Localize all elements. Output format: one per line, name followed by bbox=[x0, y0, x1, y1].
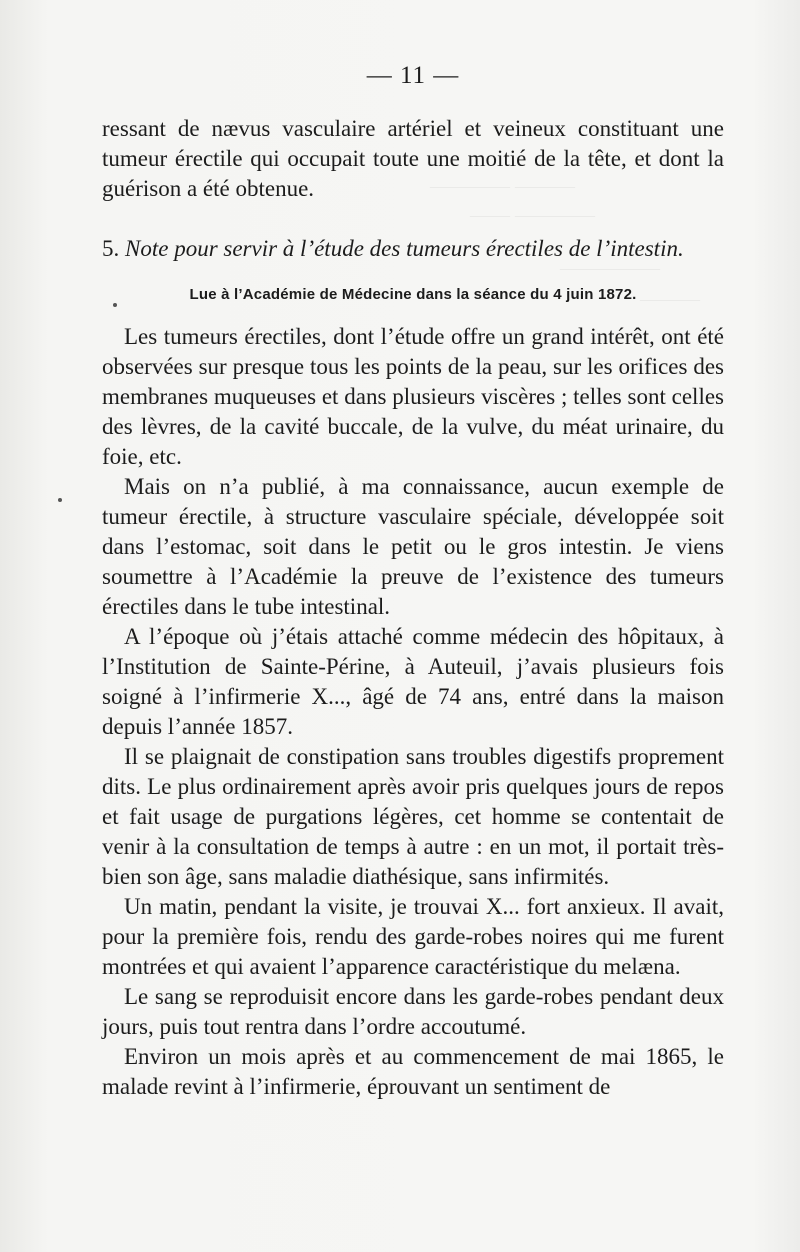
opening-paragraph: ressant de nævus vasculaire artériel et veineux constituant une tumeur érectile qui occupait toute une moitié de la tête, et dont la guérison a été obtenue. bbox=[102, 116, 724, 201]
show-through-shadow: ———— —— bbox=[470, 204, 595, 226]
body-paragraph: Environ un mois après et au commencement de mai 1865, le malade revint à l’infirmerie, éprouvant un sentiment de bbox=[102, 1044, 724, 1099]
read-note: Lue à l’Académie de Médecine dans la séance du 4 juin 1872. bbox=[189, 286, 637, 303]
body-paragraph: Les tumeurs érectiles, dont l’étude offre un grand intérêt, ont été observées sur presque tous les points de la peau, sur les orifices des membranes muqueuses et dans plusieurs viscères ; telles sont celles des lèvres, de la cavité buccale, de la vulve, du méat urinaire, du foie, etc. bbox=[102, 324, 724, 469]
body-paragraph: A l’époque où j’étais attaché comme médecin des hôpitaux, à l’Institution de Sainte-Périne, à Auteuil, j’avais plusieurs fois soigné à l’infirmerie X..., âgé de 74 ans, entré dans la maison depuis l’année 1857. bbox=[102, 624, 724, 739]
body-paragraph: Mais on n’a publié, à ma connaissance, aucun exemple de tumeur érectile, à structure vasculaire spéciale, développée soit dans l’estomac, soit dans le petit ou le gros intestin. Je viens soumettre à l’Académie la preuve de l’existence des tumeurs érectiles dans le tube intestinal. bbox=[102, 474, 724, 619]
body-paragraph: Un matin, pendant la visite, je trouvai X... fort anxieux. Il avait, pour la première fois, rendu des garde-robes noires qui me furent montrées et qui avaient l’apparence caractéristique du melæna. bbox=[102, 894, 724, 979]
page-number: — 11 — bbox=[366, 62, 460, 89]
show-through-shadow: ——— ———— bbox=[430, 175, 575, 197]
show-through-shadow: ————— bbox=[560, 257, 660, 279]
section-number: 5. bbox=[102, 236, 120, 261]
body-paragraph: Il se plaignait de constipation sans troubles digestifs proprement dits. Le plus ordinairement après avoir pris quelques jours de repos et fait usage de purgations légères, cet homme se contentait de venir à la consultation de temps à autre : en un mot, il portait très-bien son âge, sans maladie diathésique, sans infirmités. bbox=[102, 744, 724, 889]
margin-speck bbox=[58, 498, 62, 502]
section-title: Note pour servir à l’étude des tumeurs érectiles de l’intestin. bbox=[125, 236, 684, 261]
body-paragraph: Le sang se reproduisit encore dans les garde-robes pendant deux jours, puis tout rentra dans l’ordre accoutumé. bbox=[102, 984, 724, 1039]
section-heading bbox=[102, 234, 724, 264]
text-block bbox=[102, 60, 724, 1102]
show-through-shadow: ——— bbox=[640, 288, 700, 310]
